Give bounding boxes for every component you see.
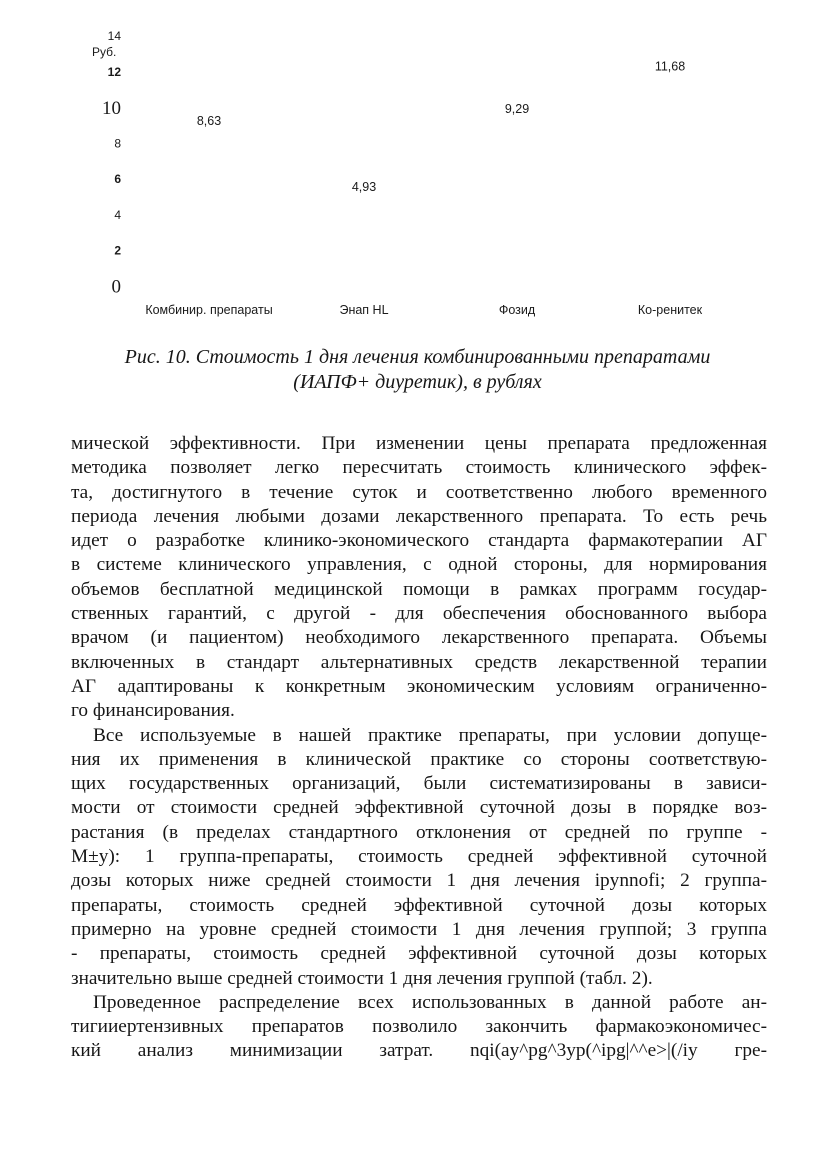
y-tick-label: 0 (111, 276, 121, 298)
paragraph-2 (71, 724, 767, 991)
value-labels (197, 59, 685, 194)
text-line: кий анализ минимизации затрат. nqi(ay^pg^3yp(^ipg|^^e>|(/iy гре- (71, 1040, 767, 1062)
text-line: АГ адаптированы к конкретным экономическим условиям ограниченно- (71, 675, 767, 697)
text-line: Все используемые в нашей практике препараты, при условии допуще- (93, 724, 767, 746)
value-label: 4,93 (351, 179, 377, 194)
text-line: та, достигнутого в течение суток и соответственно любого временного (71, 481, 767, 503)
text-line: M±y): 1 группа-препараты, стоимость средней эффективной суточной (71, 846, 767, 868)
category-label: Энап HL (339, 303, 389, 317)
text-line: периода лечения любыми дозами лекарственного препарата. То есть речь (71, 505, 767, 527)
text-line: в системе клинического управления, с одной стороны, для нормирования (71, 554, 767, 576)
text-line: включенных в стандарт альтернативных средств лекарственной терапии (71, 651, 767, 673)
text-line: мости от стоимости средней эффективной суточной дозы в порядке воз- (71, 797, 767, 819)
text-line: ственных гарантий, с другой - для обеспечения обоснованного выбора (71, 603, 767, 625)
text-line: методика позволяет легко пересчитать стоимость клинического эффек- (71, 457, 767, 479)
text-line: объемов бесплатной медицинской помощи в рамках программ государ- (71, 578, 767, 600)
y-tick-label: 14 (107, 29, 121, 44)
y-tick-label: 10 (102, 98, 121, 120)
text-line: примерно на уровне средней стоимости 1 дня лечения группой; 3 группа (71, 918, 767, 940)
text-line: мической эффективности. При изменении цены препарата предложенная (71, 433, 767, 454)
category-label: Комбинир. препараты (145, 303, 273, 317)
figure-caption-line-2: (ИАПФ+ диуретик), в рублях (293, 371, 542, 393)
text-line: препараты, стоимость средней эффективной суточной дозы которых (71, 894, 767, 916)
text-line: врачом (и пациентом) необходимого лекарственного препарата. Объемы (71, 627, 767, 649)
text-line: растания (в пределах стандартного отклонения от средней по группе - (71, 821, 767, 843)
category-label: Фозид (498, 303, 536, 317)
value-label: 9,29 (504, 102, 530, 117)
y-tick-label: 12 (107, 64, 121, 79)
paragraph-3 (71, 991, 767, 1064)
figure-caption (40, 345, 795, 395)
y-tick-label: 6 (114, 172, 121, 187)
category-label: Ко-ренитек (637, 303, 703, 317)
y-tick-label: 8 (114, 136, 121, 151)
text-line: го финансирования. (71, 700, 235, 722)
y-tick-label: 2 (114, 243, 121, 258)
y-axis-ticks (102, 29, 121, 297)
text-line: дозы которых ниже средней стоимости 1 дня лечения ipynnofi; 2 группа- (71, 870, 767, 892)
text-line: значительно выше средней стоимости 1 дня лечения группой (табл. 2). (71, 967, 653, 989)
y-tick-label: 4 (114, 207, 121, 222)
text-line: - препараты, стоимость средней эффективной суточной дозы которых (71, 943, 767, 965)
paragraph-1 (71, 432, 767, 724)
cost-chart-svg (0, 0, 835, 330)
text-line: щих государственных организаций, были систематизированы в зависи- (71, 773, 767, 795)
y-axis-unit-label: Руб. (92, 45, 117, 59)
category-labels (145, 303, 702, 317)
text-line: ния их применения в клинической практике со стороны соответствую- (71, 748, 767, 770)
text-line: идет о разработке клинико-экономического стандарта фармакотерапии АГ (71, 530, 767, 552)
text-line: Проведенное распределение всех использованных в данной работе ан- (93, 991, 767, 1013)
cost-chart (0, 0, 835, 330)
value-label: 8,63 (196, 113, 222, 128)
text-line: тигииертензивных препаратов позволило закончить фармакоэкономичес- (71, 1016, 767, 1038)
body-text (71, 432, 767, 1064)
figure-caption-line-1: Рис. 10. Стоимость 1 дня лечения комбинированными препаратами (124, 346, 711, 368)
value-label: 11,68 (654, 59, 686, 74)
